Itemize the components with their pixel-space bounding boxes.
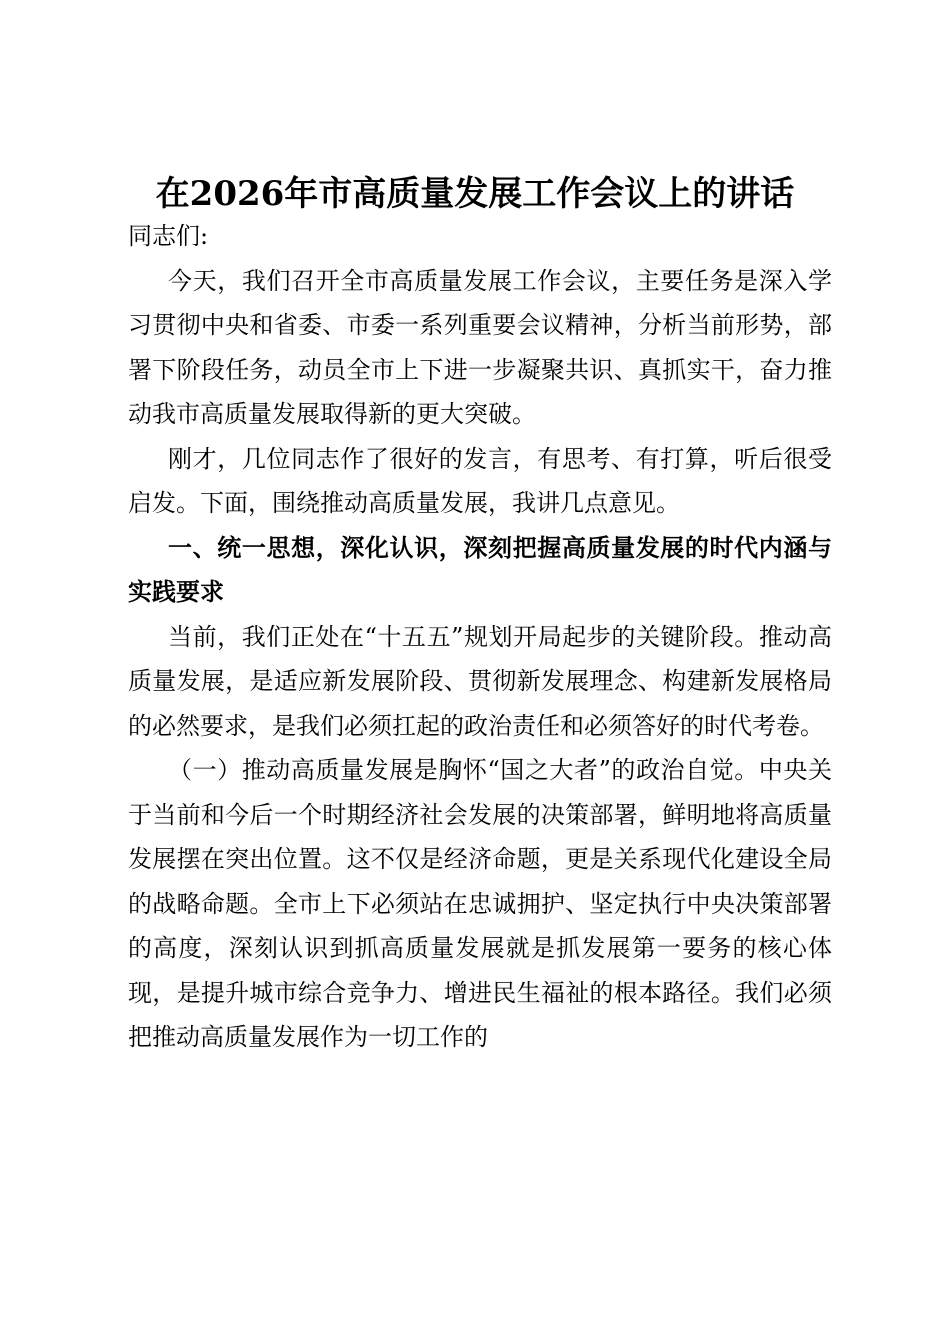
section-intro-1: 当前，我们正处在“十五五”规划开局起步的关键阶段。推动高质量发展，是适应新发展阶段、贯彻新发展理念、构建新发展格局的必然要求，是我们必须扛起的政治责任和必须答好的时代考卷。 — [128, 622, 832, 740]
paragraph-transition: 刚才，几位同志作了很好的发言，有思考、有打算，听后很受启发。下面，围绕推动高质量发展，我讲几点意见。 — [128, 444, 832, 517]
salutation: 同志们: — [128, 222, 209, 250]
subsection-lead-1: （一）推动高质量发展是胸怀“国之大者”的政治自觉。 — [168, 756, 759, 784]
paragraph-opening: 今天，我们召开全市高质量发展工作会议，主要任务是深入学习贯彻中央和省委、市委一系列重要会议精神，分析当前形势，部署下阶段任务，动员全市上下进一步凝聚共识、真抓实干，奋力推动我市高质量发展取得新的更大突破。 — [128, 266, 832, 428]
subsection-paragraph-1 — [128, 748, 832, 1060]
section-heading-1: 一、统一思想，深化认识，深刻把握高质量发展的时代内涵与实践要求 — [128, 532, 832, 606]
document-title: 在2026年市高质量发展工作会议上的讲话 — [155, 174, 795, 214]
document-body — [128, 214, 832, 1060]
subsection-body-1: 中央关于当前和今后一个时期经济社会发展的决策部署，鲜明地将高质量发展摆在突出位置。这不仅是经济命题，更是关系现代化建设全局的战略命题。全市上下必须站在忠诚拥护、坚定执行中央决策部署的高度，深刻认识到抓高质量发展就是抓发展第一要务的核心体现，是提升城市综合竞争力、增进民生福祉的根本路径。我们必须把推动高质量发展作为一切工作的 — [128, 756, 833, 1051]
